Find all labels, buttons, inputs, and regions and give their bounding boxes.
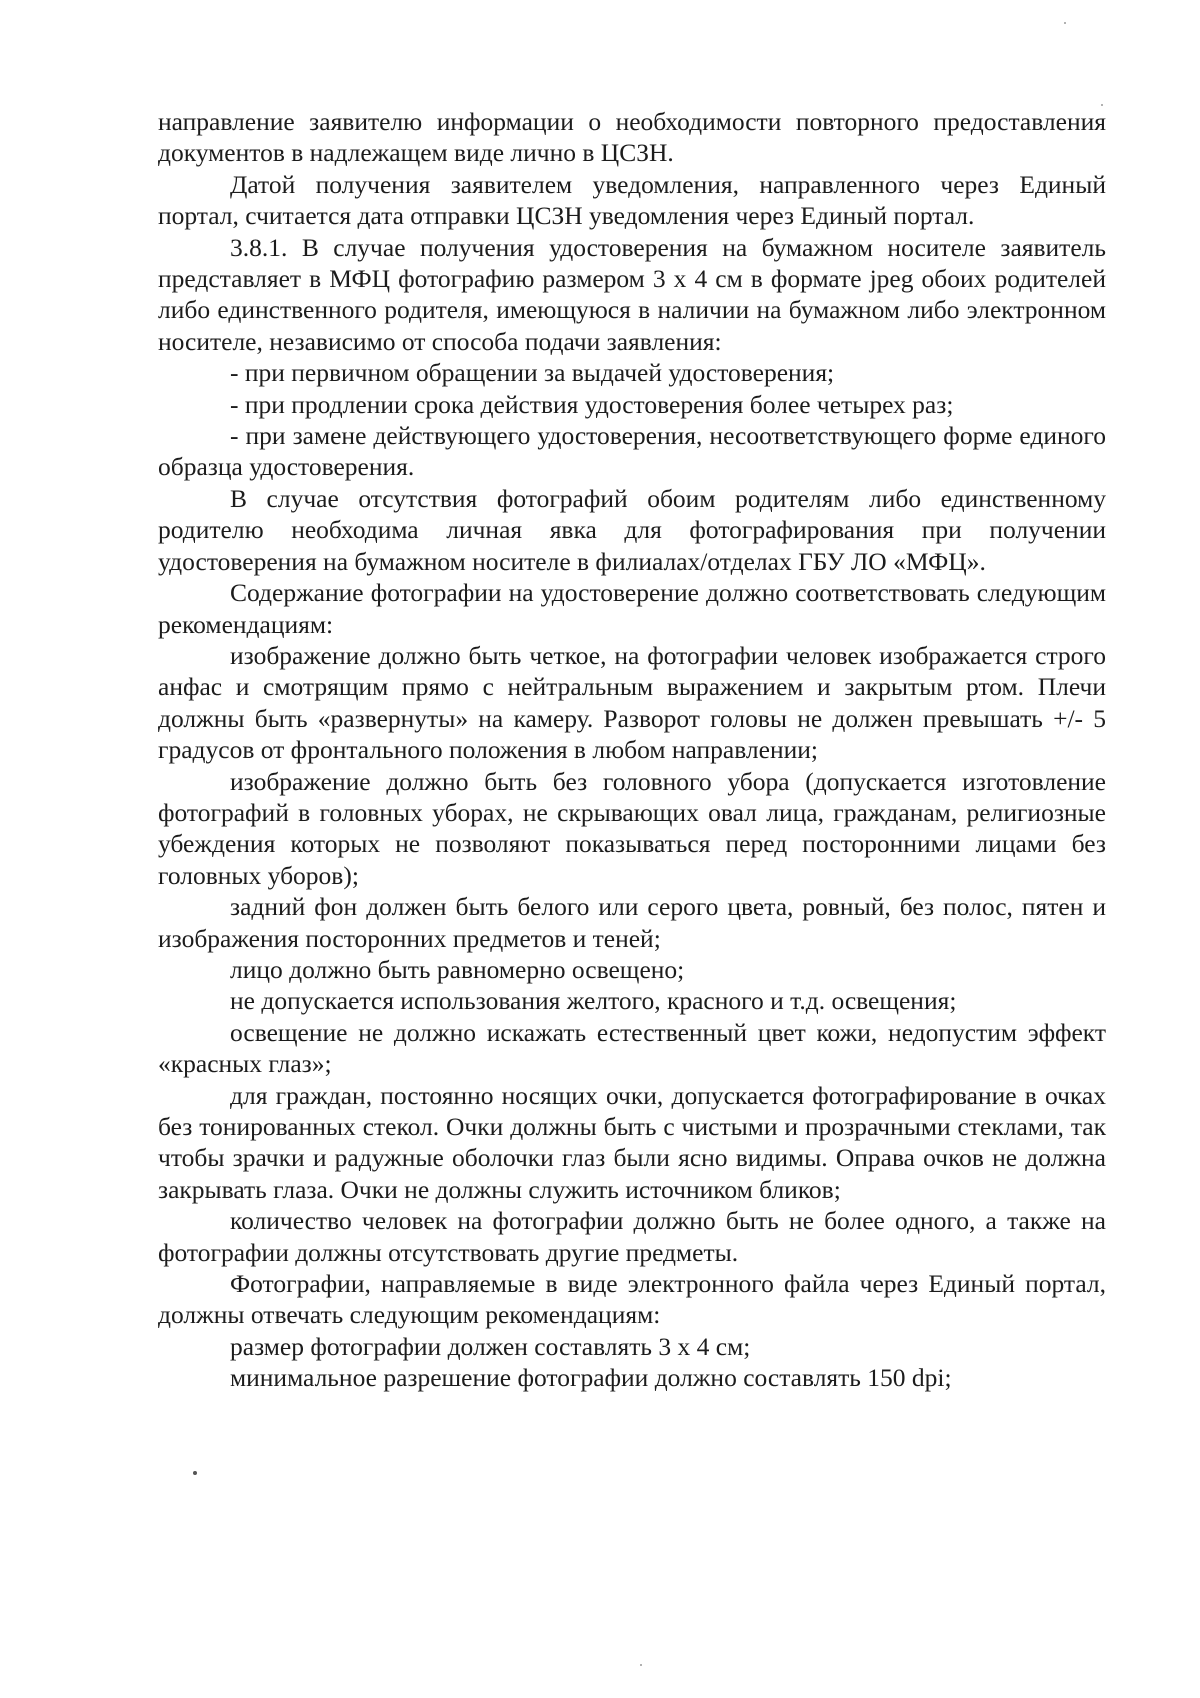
scan-mark-dot xyxy=(193,1471,197,1475)
paragraph-8: Содержание фотографии на удостоверение должно соответствовать следующим рекомендациям: xyxy=(158,578,1106,639)
paragraph-2: Датой получения заявителем уведомления, направленного через Единый портал, считается дата отправки ЦСЗН уведомления через Единый портал. xyxy=(158,169,1106,231)
paragraph-14: освещение не должно искажать естественный цвет кожи, недопустим эффект «красных глаз»; xyxy=(158,1017,1106,1079)
scan-speck xyxy=(640,1664,642,1666)
paragraph-19: минимальное разрешение фотографии должно составлять 150 dpi; xyxy=(230,1363,952,1393)
paragraph-15: для граждан, постоянно носящих очки, допускается фотографирование в очках без тонированных стекол. Очки должны быть с чистыми и прозрачными стеклами, так чтобы зрачки и радужные оболочки глаз были ясно видимы. Оправа очков не должна закрывать глаза. Очки не должны служить источником бликов; xyxy=(158,1080,1106,1204)
paragraph-12: лицо должно быть равномерно освещено; xyxy=(230,954,685,984)
scan-speck xyxy=(1101,104,1103,106)
paragraph-13: не допускается использования желтого, красного и т.д. освещения; xyxy=(230,986,957,1016)
document-body xyxy=(158,106,1106,1394)
paragraph-3: 3.8.1. В случае получения удостоверения на бумажном носителе заявитель представляет в МФЦ фотографию размером 3 х 4 см в формате jpeg обоих родителей либо единственного родителя, имеющуюся в наличии на бумажном либо электронном носителе, независимо от способа подачи заявления: xyxy=(158,232,1106,356)
paragraph-11: задний фон должен быть белого или серого цвета, ровный, без полос, пятен и изображения посторонних предметов и теней; xyxy=(158,892,1106,953)
paragraph-5: - при продлении срока действия удостоверения более четырех раз; xyxy=(230,389,954,419)
paragraph-1: направление заявителю информации о необходимости повторного предоставления документов в надлежащем виде лично в ЦСЗН. xyxy=(158,107,1106,168)
paragraph-7: В случае отсутствия фотографий обоим родителям либо единственному родителю необходима личная явка для фотографирования при получении удостоверения на бумажном носителе в филиалах/отделах ГБУ ЛО «МФЦ». xyxy=(158,483,1106,576)
paragraph-17: Фотографии, направляемые в виде электронного файла через Единый портал, должны отвечать следующим рекомендациям: xyxy=(158,1269,1106,1330)
paragraph-16: количество человек на фотографии должно быть не более одного, а также на фотографии должны отсутствовать другие предметы. xyxy=(158,1206,1106,1267)
paragraph-10: изображение должно быть без головного убора (допускается изготовление фотографий в головных уборах, не скрывающих овал лица, гражданам, религиозные убеждения которых не позволяют показываться перед посторонними лицами без головных уборов); xyxy=(158,766,1106,890)
scan-speck xyxy=(1064,22,1066,24)
paragraph-9: изображение должно быть четкое, на фотографии человек изображается строго анфас и смотрящим прямо с нейтральным выражением и закрытым ртом. Плечи должны быть «развернуты» на камеру. Разворот головы не должен превышать +/- 5 градусов от фронтального положения в любом направлении; xyxy=(158,640,1106,765)
paragraph-6: - при замене действующего удостоверения, несоответствующего форме единого образца удостоверения. xyxy=(158,421,1106,482)
paragraph-4: - при первичном обращении за выдачей удостоверения; xyxy=(230,358,835,388)
paragraph-18: размер фотографии должен составлять 3 х 4 см; xyxy=(230,1331,751,1361)
